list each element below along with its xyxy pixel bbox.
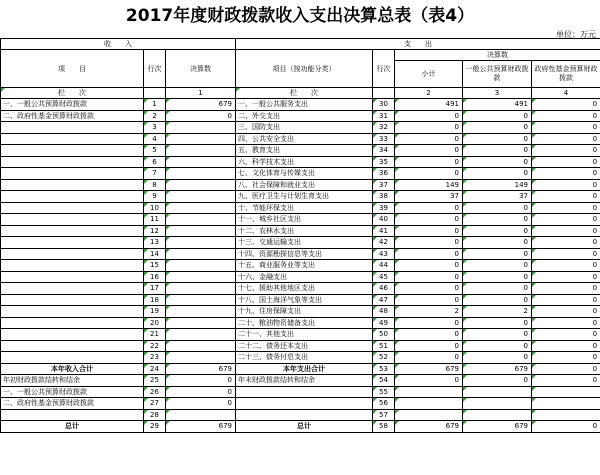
expense-general-cell: 0 — [463, 294, 532, 306]
expense-fund-cell: 0 — [532, 214, 600, 226]
income-value-cell — [166, 352, 236, 364]
expense-subtotal-cell: 149 — [395, 179, 463, 191]
expense-general-cell: 149 — [463, 179, 532, 191]
income-value-cell — [166, 271, 236, 283]
expense-header: 支 出 — [236, 39, 600, 50]
expense-rowno-cell: 36 — [373, 168, 395, 180]
expense-subtotal-cell: 0 — [395, 329, 463, 341]
income-rowno-cell: 6 — [144, 156, 166, 168]
income-item-cell — [1, 179, 144, 191]
expense-fund-cell: 0 — [532, 168, 600, 180]
column-index-blank-right — [373, 88, 395, 99]
expense-general-cell: 0 — [463, 317, 532, 329]
expense-general-cell: 0 — [463, 168, 532, 180]
income-rowno-cell: 4 — [144, 133, 166, 145]
income-item-cell — [1, 271, 144, 283]
expense-subtotal-cell: 0 — [395, 225, 463, 237]
expense-subtotal-cell: 0 — [395, 122, 463, 134]
income-value-cell — [166, 225, 236, 237]
expense-item-cell: 总计 — [236, 421, 373, 433]
expense-fund-cell: 0 — [532, 352, 600, 364]
income-value-cell: 0 — [166, 398, 236, 410]
expense-subtotal-cell: 0 — [395, 294, 463, 306]
expense-fund-cell: 0 — [532, 375, 600, 387]
income-item-cell — [1, 133, 144, 145]
expense-subtotal-cell: 491 — [395, 99, 463, 111]
expense-rowno-cell: 34 — [373, 145, 395, 157]
expense-item-cell: 八、社会保障和就业支出 — [236, 179, 373, 191]
income-value-cell — [166, 122, 236, 134]
expense-fund-cell: 0 — [532, 237, 600, 249]
expense-subtotal-cell: 0 — [395, 317, 463, 329]
income-item-cell: 年初财政拨款结转和结余 — [1, 375, 144, 387]
income-item-cell — [1, 168, 144, 180]
column-index-3: 3 — [463, 88, 532, 99]
expense-fund-cell: 0 — [532, 294, 600, 306]
table-row — [1, 363, 600, 375]
expense-item-cell: 十三、交通运输支出 — [236, 237, 373, 249]
expense-subtotal-cell: 0 — [395, 283, 463, 295]
expense-fund-cell: 0 — [532, 260, 600, 272]
expense-subtotal-cell: 679 — [395, 363, 463, 375]
income-item-cell — [1, 306, 144, 318]
subtotal-header: 小计 — [395, 61, 463, 88]
expense-fund-cell: 0 — [532, 340, 600, 352]
expense-rowno-header: 行次 — [373, 50, 395, 88]
table-row — [1, 306, 600, 318]
income-rowno-cell: 21 — [144, 329, 166, 341]
expense-general-cell: 0 — [463, 133, 532, 145]
income-value-cell — [166, 260, 236, 272]
expense-rowno-cell: 58 — [373, 421, 395, 433]
column-index-1: 1 — [166, 88, 236, 99]
income-rowno-cell: 3 — [144, 122, 166, 134]
table-row — [1, 352, 600, 364]
expense-fund-cell: 0 — [532, 156, 600, 168]
income-rowno-cell: 23 — [144, 352, 166, 364]
expense-subtotal-cell: 0 — [395, 214, 463, 226]
expense-subtotal-cell: 0 — [395, 202, 463, 214]
income-header: 收 入 — [1, 39, 236, 50]
expense-item-cell: 二十二、债务还本支出 — [236, 340, 373, 352]
expense-general-cell: 0 — [463, 248, 532, 260]
expense-item-cell: 十七、援助其他地区支出 — [236, 283, 373, 295]
expense-item-cell: 十四、资源勘探信息等支出 — [236, 248, 373, 260]
income-rowno-cell: 20 — [144, 317, 166, 329]
table-row — [1, 317, 600, 329]
expense-general-cell: 491 — [463, 99, 532, 111]
expense-rowno-cell: 50 — [373, 329, 395, 341]
income-item-cell — [1, 248, 144, 260]
expense-general-cell: 679 — [463, 421, 532, 433]
income-rowno-cell: 16 — [144, 271, 166, 283]
table-row — [1, 248, 600, 260]
table-row — [1, 409, 600, 421]
column-index-label: 栏 次 — [1, 88, 144, 99]
income-rowno-cell: 10 — [144, 202, 166, 214]
table-row — [1, 145, 600, 157]
income-item-cell: 一、一般公共预算财政拨款 — [1, 386, 144, 398]
income-rowno-cell: 1 — [144, 99, 166, 111]
income-rowno-header: 行次 — [144, 50, 166, 88]
expense-subtotal-cell: 0 — [395, 340, 463, 352]
income-value-cell — [166, 248, 236, 260]
expense-rowno-cell: 33 — [373, 133, 395, 145]
income-value-cell — [166, 306, 236, 318]
report-table — [0, 38, 600, 433]
income-item-cell — [1, 156, 144, 168]
income-item-cell — [1, 225, 144, 237]
expense-fund-cell — [532, 398, 600, 410]
expense-subtotal-cell: 0 — [395, 260, 463, 272]
income-rowno-cell: 29 — [144, 421, 166, 433]
expense-general-cell: 0 — [463, 340, 532, 352]
expense-fund-cell: 0 — [532, 283, 600, 295]
expense-rowno-cell: 38 — [373, 191, 395, 203]
income-item-cell — [1, 122, 144, 134]
expense-subtotal-cell: 37 — [395, 191, 463, 203]
expense-general-cell: 0 — [463, 214, 532, 226]
expense-rowno-cell: 44 — [373, 260, 395, 272]
expense-item-cell: 九、医疗卫生与计划生育支出 — [236, 191, 373, 203]
expense-general-cell: 0 — [463, 271, 532, 283]
expense-item-cell: 五、教育支出 — [236, 145, 373, 157]
expense-item-cell: 二十三、债务付息支出 — [236, 352, 373, 364]
expense-rowno-cell: 41 — [373, 225, 395, 237]
table-row — [1, 179, 600, 191]
expense-subtotal-cell: 0 — [395, 133, 463, 145]
expense-fund-cell — [532, 409, 600, 421]
expense-item-cell: 二十、粮油物资储备支出 — [236, 317, 373, 329]
table-row — [1, 191, 600, 203]
expense-rowno-cell: 57 — [373, 409, 395, 421]
expense-item-cell: 四、公共安全支出 — [236, 133, 373, 145]
expense-fund-cell: 0 — [532, 421, 600, 433]
page-title: 2017年度财政拨款收入支出决算总表（表4） — [125, 6, 475, 26]
expense-fund-cell: 0 — [532, 306, 600, 318]
income-value-cell — [166, 329, 236, 341]
income-rowno-cell: 24 — [144, 363, 166, 375]
income-value-cell — [166, 214, 236, 226]
expense-general-cell: 0 — [463, 283, 532, 295]
income-item-cell: 二、政府性基金预算财政拨款 — [1, 398, 144, 410]
income-value-cell — [166, 202, 236, 214]
income-item-cell — [1, 202, 144, 214]
table-row — [1, 375, 600, 387]
expense-subtotal-cell: 0 — [395, 168, 463, 180]
income-item-cell — [1, 329, 144, 341]
expense-general-cell: 0 — [463, 225, 532, 237]
expense-fund-cell — [532, 386, 600, 398]
income-rowno-cell: 8 — [144, 179, 166, 191]
expense-fund-cell: 0 — [532, 179, 600, 191]
expense-item-cell: 六、科学技术支出 — [236, 156, 373, 168]
expense-general-cell — [463, 409, 532, 421]
expense-fund-cell: 0 — [532, 202, 600, 214]
expense-item-cell: 本年支出合计 — [236, 363, 373, 375]
column-index-2: 2 — [395, 88, 463, 99]
expense-general-cell: 0 — [463, 145, 532, 157]
expense-rowno-cell: 37 — [373, 179, 395, 191]
income-value-cell: 679 — [166, 421, 236, 433]
expense-rowno-cell: 30 — [373, 99, 395, 111]
expense-rowno-cell: 32 — [373, 122, 395, 134]
income-value-cell — [166, 340, 236, 352]
expense-rowno-cell: 31 — [373, 110, 395, 122]
expense-fund-cell: 0 — [532, 225, 600, 237]
expense-rowno-cell: 49 — [373, 317, 395, 329]
expense-general-cell: 0 — [463, 352, 532, 364]
expense-rowno-cell: 40 — [373, 214, 395, 226]
expense-rowno-cell: 48 — [373, 306, 395, 318]
table-row — [1, 398, 600, 410]
income-rowno-cell: 28 — [144, 409, 166, 421]
income-item-cell: 二、政府性基金预算财政拨款 — [1, 110, 144, 122]
table-row — [1, 260, 600, 272]
table-row — [1, 156, 600, 168]
expense-rowno-cell: 39 — [373, 202, 395, 214]
expense-general-cell: 0 — [463, 110, 532, 122]
expense-rowno-cell: 46 — [373, 283, 395, 295]
table-row — [1, 168, 600, 180]
income-value-cell — [166, 145, 236, 157]
expense-fund-cell: 0 — [532, 110, 600, 122]
expense-subtotal-cell: 0 — [395, 271, 463, 283]
income-item-cell — [1, 283, 144, 295]
unit-label: 单位：万元 — [556, 30, 596, 39]
column-index-label-right: 栏 次 — [236, 88, 373, 99]
income-item-cell: 一、一般公共预算财政拨款 — [1, 99, 144, 111]
table-row — [1, 202, 600, 214]
expense-general-cell: 679 — [463, 363, 532, 375]
expense-subtotal-cell — [395, 386, 463, 398]
expense-fund-cell: 0 — [532, 329, 600, 341]
income-rowno-cell: 22 — [144, 340, 166, 352]
expense-subtotal-cell: 2 — [395, 306, 463, 318]
expense-fund-cell: 0 — [532, 363, 600, 375]
income-rowno-cell: 15 — [144, 260, 166, 272]
income-value-cell — [166, 156, 236, 168]
income-value-cell — [166, 283, 236, 295]
income-item-cell — [1, 409, 144, 421]
expense-subtotal-cell: 0 — [395, 145, 463, 157]
column-index-blank — [144, 88, 166, 99]
income-rowno-cell: 14 — [144, 248, 166, 260]
expense-subtotal-cell: 0 — [395, 375, 463, 387]
expense-rowno-cell: 56 — [373, 398, 395, 410]
income-value-cell — [166, 409, 236, 421]
income-value-cell: 0 — [166, 110, 236, 122]
expense-subtotal-cell: 0 — [395, 237, 463, 249]
expense-subtotal-cell — [395, 398, 463, 410]
general-budget-header: 一般公共预算财政拨款 — [463, 61, 532, 88]
fund-budget-header: 政府性基金预算财政拨款 — [532, 61, 600, 88]
expense-item-cell: 一、一般公共服务支出 — [236, 99, 373, 111]
income-value-cell: 679 — [166, 99, 236, 111]
expense-fund-cell: 0 — [532, 133, 600, 145]
income-value-cell — [166, 317, 236, 329]
income-item-cell: 总计 — [1, 421, 144, 433]
income-rowno-cell: 18 — [144, 294, 166, 306]
income-value-cell — [166, 179, 236, 191]
income-final-header: 决算数 — [166, 50, 236, 88]
expense-fund-cell: 0 — [532, 248, 600, 260]
income-rowno-cell: 7 — [144, 168, 166, 180]
income-item-cell — [1, 145, 144, 157]
expense-item-cell: 二十一、其他支出 — [236, 329, 373, 341]
expense-general-cell — [463, 398, 532, 410]
expense-general-cell: 2 — [463, 306, 532, 318]
income-value-cell: 0 — [166, 386, 236, 398]
table-row — [1, 133, 600, 145]
column-index-4: 4 — [532, 88, 600, 99]
expense-subtotal-cell: 0 — [395, 352, 463, 364]
expense-fund-cell: 0 — [532, 145, 600, 157]
expense-general-cell: 0 — [463, 237, 532, 249]
income-rowno-cell: 13 — [144, 237, 166, 249]
table-row — [1, 122, 600, 134]
income-item-cell — [1, 340, 144, 352]
expense-subtotal-cell: 0 — [395, 248, 463, 260]
expense-rowno-cell: 47 — [373, 294, 395, 306]
expense-final-header: 决算数 — [395, 50, 600, 61]
income-rowno-cell: 12 — [144, 225, 166, 237]
income-rowno-cell: 19 — [144, 306, 166, 318]
expense-subtotal-cell: 679 — [395, 421, 463, 433]
expense-item-cell: 二、外交支出 — [236, 110, 373, 122]
table-row — [1, 99, 600, 111]
income-rowno-cell: 26 — [144, 386, 166, 398]
expense-item-cell: 年末财政拨款结转和结余 — [236, 375, 373, 387]
table-row — [1, 294, 600, 306]
expense-general-cell: 0 — [463, 375, 532, 387]
table-row — [1, 386, 600, 398]
income-value-cell: 0 — [166, 375, 236, 387]
expense-item-cell: 七、文化体育与传媒支出 — [236, 168, 373, 180]
income-value-cell — [166, 168, 236, 180]
income-rowno-cell: 17 — [144, 283, 166, 295]
table-row — [1, 271, 600, 283]
table-row — [1, 329, 600, 341]
income-rowno-cell: 25 — [144, 375, 166, 387]
income-rowno-cell: 9 — [144, 191, 166, 203]
income-rowno-cell: 5 — [144, 145, 166, 157]
expense-fund-cell: 0 — [532, 99, 600, 111]
table-row — [1, 225, 600, 237]
expense-general-cell: 0 — [463, 329, 532, 341]
income-rowno-cell: 27 — [144, 398, 166, 410]
expense-fund-cell: 0 — [532, 317, 600, 329]
table-row — [1, 237, 600, 249]
expense-item-header: 项目（按功能分类） — [236, 50, 373, 88]
table-row — [1, 283, 600, 295]
expense-item-cell: 十二、农林水支出 — [236, 225, 373, 237]
expense-item-cell: 十六、金融支出 — [236, 271, 373, 283]
expense-general-cell: 37 — [463, 191, 532, 203]
expense-fund-cell: 0 — [532, 191, 600, 203]
expense-rowno-cell: 52 — [373, 352, 395, 364]
income-item-cell — [1, 237, 144, 249]
expense-rowno-cell: 54 — [373, 375, 395, 387]
income-item-cell — [1, 317, 144, 329]
expense-item-cell: 十五、商业服务业等支出 — [236, 260, 373, 272]
expense-rowno-cell: 42 — [373, 237, 395, 249]
expense-rowno-cell: 53 — [373, 363, 395, 375]
income-value-cell — [166, 294, 236, 306]
income-item-cell — [1, 191, 144, 203]
expense-rowno-cell: 55 — [373, 386, 395, 398]
expense-general-cell — [463, 386, 532, 398]
expense-subtotal-cell — [395, 409, 463, 421]
expense-item-cell: 十、节能环保支出 — [236, 202, 373, 214]
expense-fund-cell: 0 — [532, 122, 600, 134]
income-item-header: 项 目 — [1, 50, 144, 88]
expense-general-cell: 0 — [463, 260, 532, 272]
expense-rowno-cell: 35 — [373, 156, 395, 168]
expense-subtotal-cell: 0 — [395, 110, 463, 122]
income-item-cell — [1, 260, 144, 272]
expense-subtotal-cell: 0 — [395, 156, 463, 168]
expense-item-cell: 三、国防支出 — [236, 122, 373, 134]
income-item-cell — [1, 214, 144, 226]
expense-rowno-cell: 45 — [373, 271, 395, 283]
income-rowno-cell: 2 — [144, 110, 166, 122]
income-value-cell — [166, 133, 236, 145]
table-row — [1, 110, 600, 122]
expense-item-cell — [236, 409, 373, 421]
income-value-cell: 679 — [166, 363, 236, 375]
expense-item-cell: 十一、城乡社区支出 — [236, 214, 373, 226]
expense-item-cell: 十八、国土海洋气象等支出 — [236, 294, 373, 306]
income-value-cell — [166, 237, 236, 249]
expense-general-cell: 0 — [463, 156, 532, 168]
table-row — [1, 340, 600, 352]
expense-item-cell — [236, 398, 373, 410]
expense-general-cell: 0 — [463, 122, 532, 134]
expense-rowno-cell: 43 — [373, 248, 395, 260]
income-item-cell — [1, 294, 144, 306]
expense-item-cell: 十九、住房保障支出 — [236, 306, 373, 318]
table-row — [1, 421, 600, 433]
income-value-cell — [166, 191, 236, 203]
expense-rowno-cell: 51 — [373, 340, 395, 352]
expense-general-cell: 0 — [463, 202, 532, 214]
expense-fund-cell: 0 — [532, 271, 600, 283]
income-rowno-cell: 11 — [144, 214, 166, 226]
expense-item-cell — [236, 386, 373, 398]
table-row — [1, 214, 600, 226]
income-item-cell: 本年收入合计 — [1, 363, 144, 375]
income-item-cell — [1, 352, 144, 364]
